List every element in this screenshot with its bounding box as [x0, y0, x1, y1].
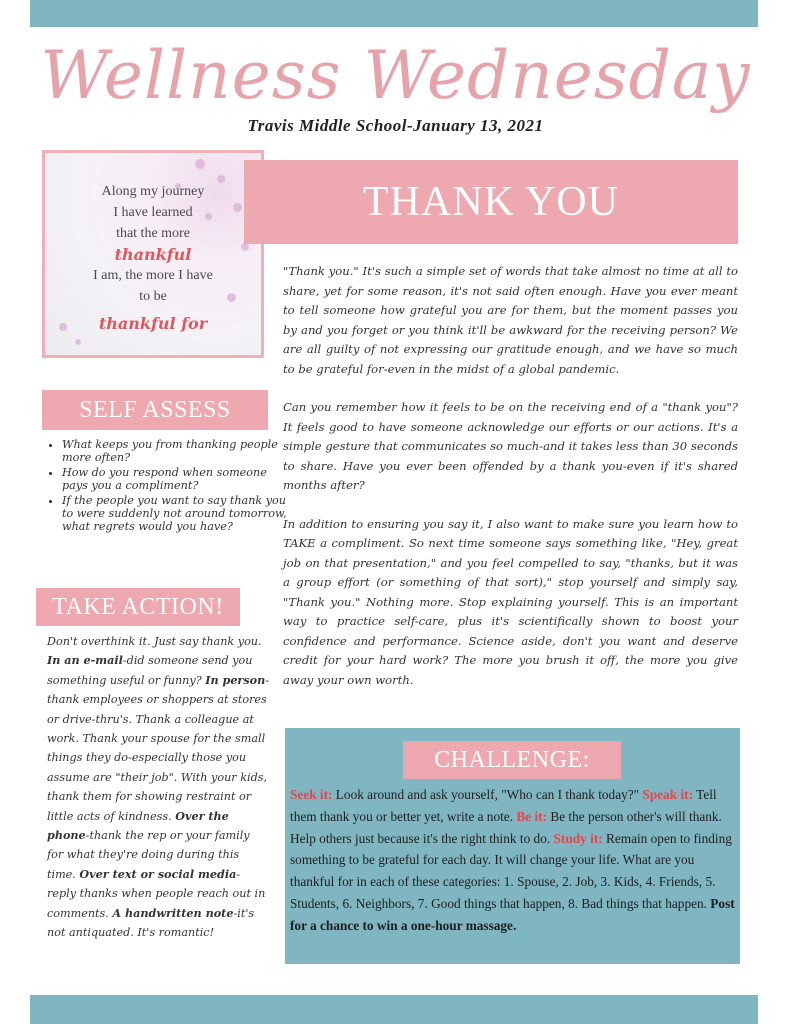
newsletter-title: Wellness Wednesday — [40, 37, 751, 114]
action-bold-segment: A handwritten note — [112, 905, 234, 920]
challenge-label: Study it: — [553, 830, 603, 846]
flower-decoration — [75, 339, 81, 345]
challenge-heading: CHALLENGE: — [403, 741, 621, 779]
action-bold-segment: In an e-mail — [47, 653, 123, 668]
flower-decoration — [195, 159, 205, 169]
challenge-label: Seek it: — [290, 787, 333, 802]
list-item: • How do you respond when someone pays you a compliment? — [62, 466, 292, 492]
main-article — [283, 262, 738, 709]
challenge-text-segment: Tell them thank you or better yet, write a note. — [290, 787, 717, 824]
quote-line: I am, the more I have — [93, 268, 213, 283]
action-bold-segment: Over the phone — [47, 808, 229, 843]
top-band — [30, 0, 758, 27]
challenge-text-segment: Be the person other's will thank. Help others just because it's the right think to do. — [290, 808, 722, 846]
challenge-text-segment: Look around and ask yourself, "Who can I thank today?" — [332, 787, 643, 802]
challenge-label: Speak it: — [642, 787, 694, 802]
thank-you-heading — [244, 160, 738, 244]
quote-line: to be — [139, 289, 167, 304]
action-text-segment: Don't overthink it. Just say thank you. — [47, 635, 262, 648]
newsletter-subtitle: Travis Middle School-January 13, 2021 — [247, 116, 544, 135]
thank-you-heading-text: THANK YOU — [363, 179, 619, 225]
take-action-text — [47, 632, 269, 943]
article-paragraph: In addition to ensuring you say it, I also want to make sure you learn how to TAKE a compliment. So next time someone says something like, "Hey, great job on that presentation," and you feel compelled to say, "thanks, but it was a group effort (or something of that sort)," stop yourself and simply say, "Thank you." Nothing more. Stop explaining yourself. This is an important way to practice self-care, plus it's scientifically shown to boost your confidence and performance. Science aside, don't you want and deserve credit for your hard work? The more you brush it off, the more you give away your own worth. — [283, 516, 738, 687]
self-assess-list — [38, 438, 292, 535]
self-assess-heading: SELF ASSESS — [42, 390, 268, 430]
action-bold-segment: Over text or social media — [79, 866, 237, 881]
article-paragraph: "Thank you." It's such a simple set of words that take almost no time at all to share, yet for some reason, it's not said often enough. Have you ever meant to tell someone how grateful you are for them, but the moment passes you by and you forget or you think it'll be awkward for the receiving person? We are all guilty of not expressing our gratitude enough, and we have so much to be grateful for-even in the midst of a global pandemic. — [283, 264, 738, 376]
quote-text — [45, 181, 261, 334]
action-text-segment: -reply thanks when people reach out in comments. — [47, 867, 266, 920]
take-action-heading: TAKE ACTION! — [36, 588, 240, 626]
action-text-segment: -it's not antiquated. It's romantic! — [47, 906, 255, 940]
bottom-band — [30, 995, 758, 1024]
quote-line: I have learned — [113, 205, 193, 220]
list-item: • What keeps you from thanking people more often? — [62, 438, 292, 464]
article-paragraph: Can you remember how it feels to be on the receiving end of a "thank you"? It feels good to have someone acknowledge our efforts or our actions. It's a simple gesture that communicates so much-and it takes less than 30 seconds to share. Have you ever been offended by a thank you-even if it's shared months after? — [283, 400, 738, 492]
action-text-segment: -thank employees or shoppers at stores or drive-thru's. Thank a colleague at work. Thank your spouse for the small things they do-especially those you assume are "their job". With your kids, thank them for showing restraint or little acts of kindness. — [47, 673, 270, 823]
challenge-label: Be it: — [516, 808, 548, 824]
action-text-segment: -thank the rep or your family for what they're doing during this time. — [47, 829, 250, 881]
quote-line: Along my journey — [101, 184, 205, 199]
challenge-text — [290, 784, 736, 937]
quote-emphasis: thankful — [114, 245, 192, 264]
list-item: • If the people you want to say thank you to were suddenly not around tomorrow, what regrets would you have? — [62, 494, 292, 533]
challenge-call-to-action: Post for a chance to win a one-hour massage. — [290, 895, 735, 933]
action-bold-segment: In person — [205, 672, 266, 687]
quote-line: that the more — [116, 226, 190, 241]
challenge-text-segment: Remain open to finding something to be grateful for each day. It will change your life. What are you thankful for in each of these categories: 1. Spouse, 2. Job, 3. Kids, 4. Friends, 5. Students, 6. Neighbors, 7. Good things that happen, 8. Bad things that happen. — [290, 830, 732, 911]
quote-emphasis: thankful for — [98, 314, 208, 333]
quote-image — [42, 150, 264, 358]
action-text-segment: -did someone send you something useful or funny? — [47, 654, 253, 687]
